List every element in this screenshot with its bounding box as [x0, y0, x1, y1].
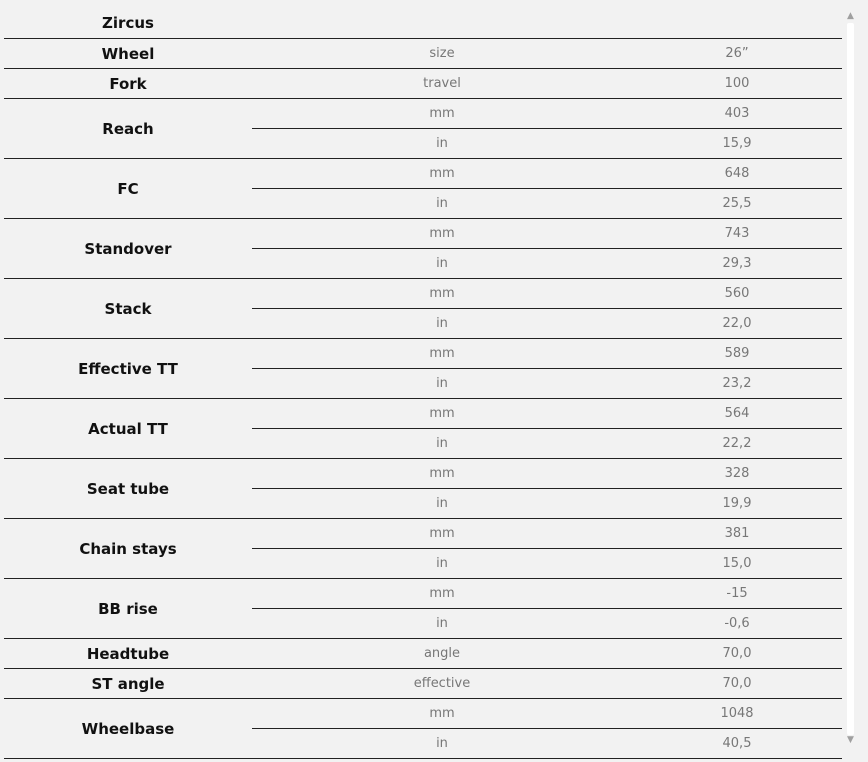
row-value: 22,0: [632, 309, 842, 339]
row-value: 40,5: [632, 729, 842, 759]
table-row: [4, 69, 842, 99]
row-value: -0,6: [632, 609, 842, 639]
row-label: Fork: [4, 69, 252, 99]
row-value: -15: [632, 579, 842, 609]
row-unit: mm: [252, 339, 632, 369]
row-unit: size: [252, 39, 632, 69]
table-row: [4, 399, 842, 429]
row-unit: mm: [252, 579, 632, 609]
row-value: 22,2: [632, 429, 842, 459]
row-unit: in: [252, 609, 632, 639]
row-value: 648: [632, 159, 842, 189]
geometry-table: [4, 8, 842, 759]
row-value: 29,3: [632, 249, 842, 279]
table-row: [4, 579, 842, 609]
row-value: 70,0: [632, 639, 842, 669]
row-label: Reach: [4, 99, 252, 159]
row-label: BB rise: [4, 579, 252, 639]
row-value: 1048: [632, 699, 842, 729]
row-unit: mm: [252, 519, 632, 549]
table-row: [4, 39, 842, 69]
row-label: Actual TT: [4, 399, 252, 459]
row-value: 15,0: [632, 549, 842, 579]
geometry-table-container: [4, 8, 842, 759]
row-unit: travel: [252, 69, 632, 99]
row-unit: in: [252, 249, 632, 279]
row-value: 25,5: [632, 189, 842, 219]
model-title: Zircus: [4, 8, 252, 39]
geometry-table-body: [4, 8, 842, 759]
scroll-down-arrow-icon[interactable]: ▼: [847, 735, 854, 745]
row-value: 26”: [632, 39, 842, 69]
row-value: 743: [632, 219, 842, 249]
row-unit: in: [252, 189, 632, 219]
row-value: 100: [632, 69, 842, 99]
row-unit: in: [252, 549, 632, 579]
row-unit: effective: [252, 669, 632, 699]
row-unit: mm: [252, 459, 632, 489]
row-label: Wheel: [4, 39, 252, 69]
table-row: [4, 459, 842, 489]
title-unit-cell: [252, 8, 632, 39]
row-value: 15,9: [632, 129, 842, 159]
row-value: 328: [632, 459, 842, 489]
row-label: Seat tube: [4, 459, 252, 519]
row-label: Standover: [4, 219, 252, 279]
row-unit: in: [252, 489, 632, 519]
row-value: 381: [632, 519, 842, 549]
row-label: Wheelbase: [4, 699, 252, 759]
table-row: [4, 99, 842, 129]
row-unit: in: [252, 309, 632, 339]
row-value: 403: [632, 99, 842, 129]
row-unit: in: [252, 369, 632, 399]
row-unit: in: [252, 729, 632, 759]
row-label: Chain stays: [4, 519, 252, 579]
row-unit: in: [252, 429, 632, 459]
scroll-up-arrow-icon[interactable]: ▲: [847, 11, 854, 21]
row-value: 70,0: [632, 669, 842, 699]
row-value: 589: [632, 339, 842, 369]
row-label: Stack: [4, 279, 252, 339]
row-value: 19,9: [632, 489, 842, 519]
row-unit: mm: [252, 99, 632, 129]
row-unit: mm: [252, 699, 632, 729]
table-row: [4, 639, 842, 669]
row-value: 564: [632, 399, 842, 429]
row-unit: angle: [252, 639, 632, 669]
table-row: [4, 279, 842, 309]
title-value-cell: [632, 8, 842, 39]
row-unit: mm: [252, 159, 632, 189]
table-row: [4, 159, 842, 189]
row-value: 560: [632, 279, 842, 309]
table-row: [4, 339, 842, 369]
row-label: ST angle: [4, 669, 252, 699]
table-row: [4, 519, 842, 549]
row-label: Headtube: [4, 639, 252, 669]
table-row: [4, 669, 842, 699]
row-unit: mm: [252, 279, 632, 309]
row-unit: mm: [252, 399, 632, 429]
row-unit: mm: [252, 219, 632, 249]
table-title-row: [4, 8, 842, 39]
table-row: [4, 219, 842, 249]
row-unit: in: [252, 129, 632, 159]
scrollbar-thumb[interactable]: [847, 23, 854, 735]
row-label: Effective TT: [4, 339, 252, 399]
table-row: [4, 699, 842, 729]
vertical-scrollbar[interactable]: [846, 9, 855, 749]
row-value: 23,2: [632, 369, 842, 399]
row-label: FC: [4, 159, 252, 219]
